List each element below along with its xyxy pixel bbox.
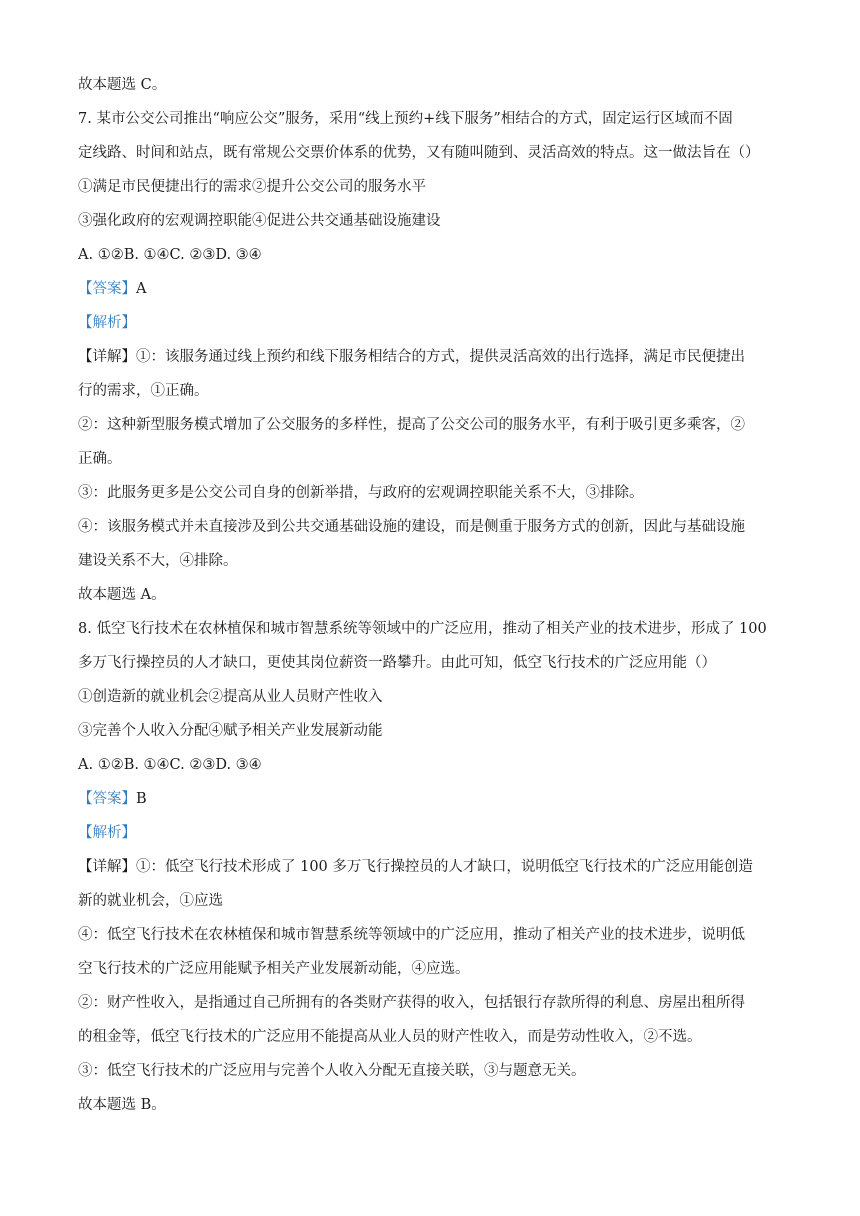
q8-options-3-4: ③完善个人收入分配④赋予相关产业发展新动能 (78, 723, 383, 739)
q8-detail-line-4: 空飞行技术的广泛应用能赋予相关产业发展新动能，④应选。 (78, 961, 470, 977)
q8-choices: A. ①②B. ①④C. ②③D. ③④ (78, 757, 262, 773)
q7-stem-line-2: 定线路、时间和站点，既有常规公交票价体系的优势，又有随叫随到、灵活高效的特点。这一做法旨在（） (78, 145, 760, 161)
q8-stem-line-1: 8. 低空飞行技术在农林植保和城市智慧系统等领域中的广泛应用，推动了相关产业的技术进步，形成了 100 (78, 621, 767, 637)
answer-value: B (136, 791, 147, 807)
q7-detail-line-2: 行的需求，①正确。 (78, 383, 209, 399)
q8-conclusion: 故本题选 B。 (78, 1097, 166, 1113)
q7-detail-line-1: 【详解】①：该服务通过线上预约和线下服务相结合的方式，提供灵活高效的出行选择，满足市民便捷出 (78, 349, 745, 365)
q8-stem-line-2: 多万飞行操控员的人才缺口，更使其岗位薪资一路攀升。由此可知，低空飞行技术的广泛应用能（） (78, 655, 716, 671)
q7-detail-line-5: ③：此服务更多是公交公司自身的创新举措，与政府的宏观调控职能关系不大，③排除。 (78, 485, 644, 501)
q8-answer (78, 789, 147, 809)
q7-analysis-tag: 【解析】 (78, 315, 136, 331)
q6-conclusion: 故本题选 C。 (78, 77, 167, 93)
q7-conclusion: 故本题选 A。 (78, 587, 166, 603)
q8-detail-line-3: ④：低空飞行技术在农林植保和城市智慧系统等领域中的广泛应用，推动了相关产业的技术进步，说明低 (78, 927, 745, 943)
q7-options-3-4: ③强化政府的宏观调控职能④促进公共交通基础设施建设 (78, 213, 441, 229)
q8-detail-line-6: 的租金等，低空飞行技术的广泛应用不能提高从业人员的财产性收入，而是劳动性收入，②不选。 (78, 1029, 702, 1045)
q7-detail-line-6: ④：该服务模式并未直接涉及到公共交通基础设施的建设，而是侧重于服务方式的创新，因此与基础设施 (78, 519, 745, 535)
answer-tag: 【答案】 (78, 791, 136, 807)
q8-detail-line-1: 【详解】①：低空飞行技术形成了 100 多万飞行操控员的人才缺口，说明低空飞行技术的广泛应用能创造 (78, 859, 753, 875)
q7-options-1-2: ①满足市民便捷出行的需求②提升公交公司的服务水平 (78, 179, 426, 195)
q8-options-1-2: ①创造新的就业机会②提高从业人员财产性收入 (78, 689, 383, 705)
q8-detail-line-5: ②：财产性收入，是指通过自己所拥有的各类财产获得的收入，包括银行存款所得的利息、房屋出租所得 (78, 995, 745, 1011)
q8-detail-line-2: 新的就业机会，①应选 (78, 893, 223, 909)
q7-detail-line-4: 正确。 (78, 451, 122, 467)
answer-value: A (136, 281, 147, 297)
q7-stem-line-1: 7. 某市公交公司推出“响应公交”服务，采用“线上预约+线下服务”相结合的方式，固定运行区域而不固 (78, 111, 733, 127)
q7-detail-line-3: ②：这种新型服务模式增加了公交服务的多样性，提高了公交公司的服务水平，有利于吸引更多乘客，② (78, 417, 745, 433)
q8-detail-line-7: ③：低空飞行技术的广泛应用与完善个人收入分配无直接关联，③与题意无关。 (78, 1063, 586, 1079)
answer-tag: 【答案】 (78, 281, 136, 297)
q7-answer (78, 279, 146, 299)
q7-detail-line-7: 建设关系不大，④排除。 (78, 553, 238, 569)
q7-choices: A. ①②B. ①④C. ②③D. ③④ (78, 247, 262, 263)
q8-analysis-tag: 【解析】 (78, 825, 136, 841)
